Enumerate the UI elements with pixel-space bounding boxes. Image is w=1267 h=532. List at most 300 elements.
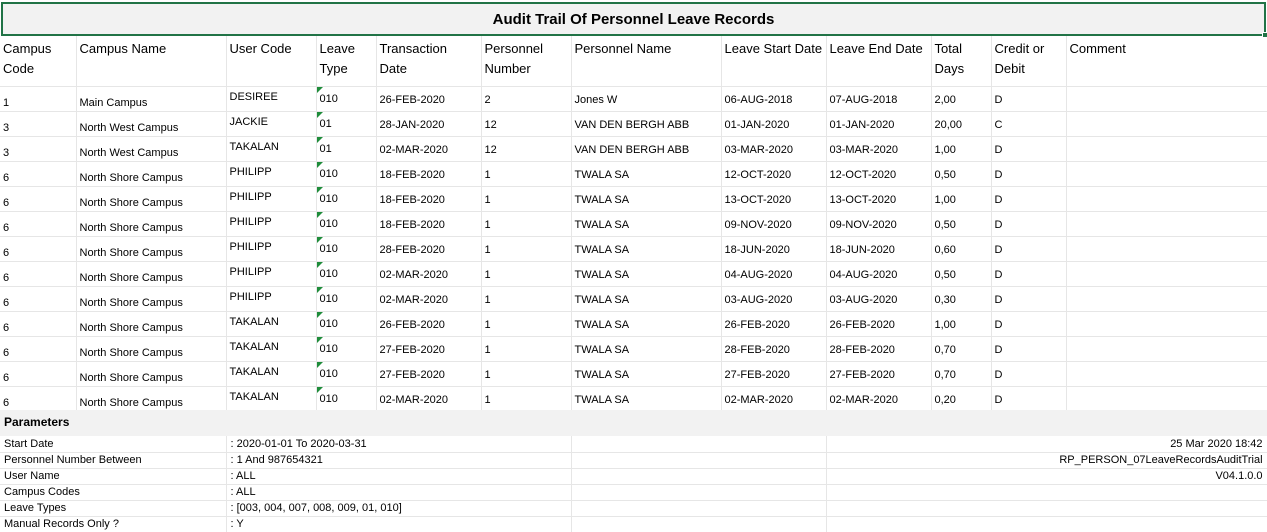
cell-text: TAKALAN bbox=[229, 315, 279, 328]
cell-text: North Shore Campus bbox=[79, 296, 183, 309]
cell-leave-type[interactable] bbox=[316, 136, 376, 161]
cell-campus-code[interactable] bbox=[0, 136, 76, 161]
cell-text: 0,30 bbox=[934, 293, 956, 306]
cell-personnel-number[interactable] bbox=[481, 336, 571, 361]
cell-comment[interactable] bbox=[1066, 111, 1267, 136]
cell-leave-start-date[interactable] bbox=[721, 161, 826, 186]
cell-user-code[interactable] bbox=[226, 286, 316, 311]
cell-leave-type[interactable] bbox=[316, 211, 376, 236]
cell-credit-or-debit[interactable] bbox=[991, 211, 1066, 236]
report-info[interactable]: 25 Mar 2020 18:42 bbox=[826, 436, 1267, 452]
cell-total-days[interactable] bbox=[931, 161, 991, 186]
cell-leave-type[interactable] bbox=[316, 386, 376, 411]
cell-leave-start-date[interactable] bbox=[721, 386, 826, 411]
cell-personnel-name[interactable] bbox=[571, 386, 721, 411]
cell-personnel-name[interactable] bbox=[571, 311, 721, 336]
cell-total-days[interactable] bbox=[931, 261, 991, 286]
error-indicator-icon[interactable] bbox=[317, 212, 323, 218]
cell-text: 27-FEB-2020 bbox=[829, 368, 895, 381]
cell-personnel-number[interactable] bbox=[481, 211, 571, 236]
cell-leave-end-date[interactable] bbox=[826, 336, 931, 361]
cell-total-days[interactable] bbox=[931, 211, 991, 236]
cell-personnel-name[interactable] bbox=[571, 336, 721, 361]
cell-leave-start-date[interactable] bbox=[721, 136, 826, 161]
header-credit-or-debit[interactable]: Credit or Debit bbox=[991, 36, 1066, 86]
cell-text: TWALA SA bbox=[574, 343, 630, 356]
cell-text: North Shore Campus bbox=[79, 271, 183, 284]
table-row bbox=[0, 136, 1267, 161]
table-row bbox=[0, 261, 1267, 286]
cell-text: 13-OCT-2020 bbox=[724, 193, 792, 206]
cell-leave-end-date[interactable] bbox=[826, 86, 931, 111]
cell-total-days[interactable] bbox=[931, 136, 991, 161]
cell-personnel-name[interactable] bbox=[571, 361, 721, 386]
cell-campus-code[interactable] bbox=[0, 111, 76, 136]
cell-text: 010 bbox=[319, 92, 338, 105]
cell-leave-end-date[interactable] bbox=[826, 136, 931, 161]
table-row bbox=[0, 336, 1267, 361]
cell-personnel-name[interactable] bbox=[571, 211, 721, 236]
empty-cell[interactable] bbox=[571, 468, 826, 484]
cell-leave-end-date[interactable] bbox=[826, 286, 931, 311]
cell-personnel-name[interactable] bbox=[571, 161, 721, 186]
cell-personnel-name[interactable] bbox=[571, 111, 721, 136]
cell-text: D bbox=[994, 268, 1003, 281]
cell-total-days[interactable] bbox=[931, 311, 991, 336]
cell-text: 1,00 bbox=[934, 143, 956, 156]
cell-text: JACKIE bbox=[229, 115, 269, 128]
cell-text: 02-MAR-2020 bbox=[379, 393, 448, 406]
cell-credit-or-debit[interactable] bbox=[991, 286, 1066, 311]
error-indicator-icon[interactable] bbox=[317, 112, 323, 118]
cell-personnel-name[interactable] bbox=[571, 186, 721, 211]
header-leave-start-date[interactable]: Leave Start Date bbox=[721, 36, 826, 86]
cell-text: 0,70 bbox=[934, 368, 956, 381]
cell-total-days[interactable] bbox=[931, 236, 991, 261]
cell-text: 3 bbox=[3, 146, 10, 159]
cell-campus-name[interactable] bbox=[76, 186, 226, 211]
cell-campus-name[interactable] bbox=[76, 361, 226, 386]
cell-personnel-name[interactable] bbox=[571, 236, 721, 261]
cell-text: North Shore Campus bbox=[79, 196, 183, 209]
error-indicator-icon[interactable] bbox=[317, 237, 323, 243]
cell-personnel-number[interactable] bbox=[481, 311, 571, 336]
cell-user-code[interactable] bbox=[226, 136, 316, 161]
table-row bbox=[0, 361, 1267, 386]
error-indicator-icon[interactable] bbox=[317, 312, 323, 318]
cell-personnel-name[interactable] bbox=[571, 136, 721, 161]
cell-leave-type[interactable] bbox=[316, 186, 376, 211]
cell-text: 02-MAR-2020 bbox=[724, 393, 793, 406]
cell-total-days[interactable] bbox=[931, 286, 991, 311]
cell-leave-end-date[interactable] bbox=[826, 211, 931, 236]
cell-user-code[interactable] bbox=[226, 311, 316, 336]
cell-text: 1 bbox=[484, 243, 491, 256]
cell-total-days[interactable] bbox=[931, 386, 991, 411]
cell-campus-code[interactable] bbox=[0, 386, 76, 411]
cell-leave-start-date[interactable] bbox=[721, 111, 826, 136]
parameter-row bbox=[0, 500, 1267, 516]
error-indicator-icon[interactable] bbox=[317, 287, 323, 293]
report-info[interactable] bbox=[826, 484, 1267, 500]
records-table bbox=[0, 36, 1267, 412]
cell-transaction-date[interactable] bbox=[376, 86, 481, 111]
parameter-value[interactable]: : [003, 004, 007, 008, 009, 01, 010] bbox=[226, 500, 571, 516]
cell-campus-code[interactable] bbox=[0, 236, 76, 261]
cell-credit-or-debit[interactable] bbox=[991, 386, 1066, 411]
cell-credit-or-debit[interactable] bbox=[991, 336, 1066, 361]
cell-text: 12 bbox=[484, 143, 497, 156]
cell-text: 28-JAN-2020 bbox=[379, 118, 445, 131]
cell-campus-code[interactable] bbox=[0, 261, 76, 286]
cell-leave-type[interactable] bbox=[316, 286, 376, 311]
cell-leave-end-date[interactable] bbox=[826, 236, 931, 261]
cell-credit-or-debit[interactable] bbox=[991, 111, 1066, 136]
cell-text: TWALA SA bbox=[574, 268, 630, 281]
cell-total-days[interactable] bbox=[931, 336, 991, 361]
cell-text: North West Campus bbox=[79, 146, 179, 159]
cell-personnel-name[interactable] bbox=[571, 86, 721, 111]
header-user-code[interactable]: User Code bbox=[226, 36, 316, 86]
parameters-section bbox=[0, 410, 1267, 532]
cell-leave-start-date[interactable] bbox=[721, 211, 826, 236]
cell-campus-code[interactable] bbox=[0, 211, 76, 236]
cell-text: D bbox=[994, 143, 1003, 156]
parameter-row bbox=[0, 436, 1267, 452]
error-indicator-icon[interactable] bbox=[317, 87, 323, 93]
header-leave-end-date[interactable]: Leave End Date bbox=[826, 36, 931, 86]
cell-text: D bbox=[994, 293, 1003, 306]
cell-text: 02-MAR-2020 bbox=[379, 293, 448, 306]
cell-campus-code[interactable] bbox=[0, 86, 76, 111]
cell-text: TAKALAN bbox=[229, 140, 279, 153]
cell-text: 01-JAN-2020 bbox=[829, 118, 895, 131]
cell-personnel-number[interactable] bbox=[481, 186, 571, 211]
table-row bbox=[0, 161, 1267, 186]
cell-user-code[interactable] bbox=[226, 236, 316, 261]
report-info[interactable] bbox=[826, 500, 1267, 516]
cell-leave-start-date[interactable] bbox=[721, 186, 826, 211]
cell-campus-name[interactable] bbox=[76, 236, 226, 261]
cell-total-days[interactable] bbox=[931, 186, 991, 211]
cell-text: 13-OCT-2020 bbox=[829, 193, 897, 206]
cell-user-code[interactable] bbox=[226, 86, 316, 111]
parameter-row bbox=[0, 516, 1267, 532]
parameter-label[interactable]: Manual Records Only ? bbox=[0, 516, 226, 532]
cell-credit-or-debit[interactable] bbox=[991, 161, 1066, 186]
cell-user-code[interactable] bbox=[226, 386, 316, 411]
cell-leave-type[interactable] bbox=[316, 161, 376, 186]
cell-personnel-number[interactable] bbox=[481, 261, 571, 286]
cell-text: 02-MAR-2020 bbox=[379, 268, 448, 281]
report-info[interactable] bbox=[826, 516, 1267, 532]
cell-personnel-number[interactable] bbox=[481, 111, 571, 136]
cell-personnel-number[interactable] bbox=[481, 236, 571, 261]
cell-transaction-date[interactable] bbox=[376, 361, 481, 386]
table-row bbox=[0, 111, 1267, 136]
error-indicator-icon[interactable] bbox=[317, 162, 323, 168]
cell-text: 010 bbox=[319, 317, 338, 330]
empty-cell[interactable] bbox=[571, 452, 826, 468]
cell-leave-type[interactable] bbox=[316, 261, 376, 286]
cell-campus-code[interactable] bbox=[0, 286, 76, 311]
cell-text: 03-AUG-2020 bbox=[724, 293, 793, 306]
cell-credit-or-debit[interactable] bbox=[991, 311, 1066, 336]
cell-total-days[interactable] bbox=[931, 111, 991, 136]
cell-personnel-number[interactable] bbox=[481, 286, 571, 311]
cell-comment[interactable] bbox=[1066, 161, 1267, 186]
cell-text: 1 bbox=[484, 218, 491, 231]
table-row bbox=[0, 211, 1267, 236]
cell-transaction-date[interactable] bbox=[376, 136, 481, 161]
cell-text: 0,70 bbox=[934, 343, 956, 356]
cell-user-code[interactable] bbox=[226, 211, 316, 236]
cell-text: D bbox=[994, 218, 1003, 231]
header-personnel-name[interactable]: Personnel Name bbox=[571, 36, 721, 86]
cell-comment[interactable] bbox=[1066, 336, 1267, 361]
cell-campus-name[interactable] bbox=[76, 161, 226, 186]
parameter-row bbox=[0, 468, 1267, 484]
cell-text: TWALA SA bbox=[574, 293, 630, 306]
parameter-label[interactable]: User Name bbox=[0, 468, 226, 484]
cell-campus-name[interactable] bbox=[76, 311, 226, 336]
cell-credit-or-debit[interactable] bbox=[991, 361, 1066, 386]
cell-campus-name[interactable] bbox=[76, 136, 226, 161]
parameter-label[interactable]: Leave Types bbox=[0, 500, 226, 516]
cell-text: 1 bbox=[484, 343, 491, 356]
cell-leave-start-date[interactable] bbox=[721, 361, 826, 386]
header-campus-name[interactable]: Campus Name bbox=[76, 36, 226, 86]
cell-campus-code[interactable] bbox=[0, 336, 76, 361]
cell-leave-type[interactable] bbox=[316, 361, 376, 386]
cell-leave-end-date[interactable] bbox=[826, 161, 931, 186]
cell-transaction-date[interactable] bbox=[376, 311, 481, 336]
cell-leave-type[interactable] bbox=[316, 111, 376, 136]
error-indicator-icon[interactable] bbox=[317, 387, 323, 393]
cell-text: North Shore Campus bbox=[79, 171, 183, 184]
header-row bbox=[0, 36, 1267, 86]
cell-text: 03-MAR-2020 bbox=[724, 143, 793, 156]
cell-leave-start-date[interactable] bbox=[721, 311, 826, 336]
cell-text: 26-FEB-2020 bbox=[829, 318, 895, 331]
cell-text: TWALA SA bbox=[574, 193, 630, 206]
cell-text: TWALA SA bbox=[574, 218, 630, 231]
cell-text: 0,50 bbox=[934, 268, 956, 281]
cell-credit-or-debit[interactable] bbox=[991, 86, 1066, 111]
empty-cell[interactable] bbox=[571, 516, 826, 532]
cell-leave-start-date[interactable] bbox=[721, 286, 826, 311]
cell-text: D bbox=[994, 243, 1003, 256]
cell-comment[interactable] bbox=[1066, 211, 1267, 236]
cell-leave-end-date[interactable] bbox=[826, 361, 931, 386]
header-transaction-date[interactable]: Transaction Date bbox=[376, 36, 481, 86]
cell-leave-start-date[interactable] bbox=[721, 86, 826, 111]
header-total-days[interactable]: Total Days bbox=[931, 36, 991, 86]
table-row bbox=[0, 286, 1267, 311]
cell-personnel-number[interactable] bbox=[481, 161, 571, 186]
cell-leave-end-date[interactable] bbox=[826, 261, 931, 286]
cell-personnel-name[interactable] bbox=[571, 261, 721, 286]
parameter-value[interactable]: : ALL bbox=[226, 468, 571, 484]
cell-comment[interactable] bbox=[1066, 261, 1267, 286]
table-row bbox=[0, 186, 1267, 211]
cell-text: VAN DEN BERGH ABB bbox=[574, 143, 690, 156]
cell-text: 0,20 bbox=[934, 393, 956, 406]
cell-credit-or-debit[interactable] bbox=[991, 186, 1066, 211]
empty-cell[interactable] bbox=[571, 436, 826, 452]
cell-credit-or-debit[interactable] bbox=[991, 261, 1066, 286]
error-indicator-icon[interactable] bbox=[317, 137, 323, 143]
cell-text: 0,50 bbox=[934, 168, 956, 181]
cell-text: 28-FEB-2020 bbox=[724, 343, 790, 356]
cell-personnel-number[interactable] bbox=[481, 361, 571, 386]
cell-user-code[interactable] bbox=[226, 261, 316, 286]
parameters-heading[interactable]: Parameters bbox=[0, 410, 1267, 436]
parameter-label[interactable]: Start Date bbox=[0, 436, 226, 452]
cell-text: 3 bbox=[3, 121, 10, 134]
cell-leave-type[interactable] bbox=[316, 311, 376, 336]
cell-user-code[interactable] bbox=[226, 336, 316, 361]
cell-transaction-date[interactable] bbox=[376, 236, 481, 261]
cell-text: 1,00 bbox=[934, 318, 956, 331]
cell-leave-type[interactable] bbox=[316, 236, 376, 261]
cell-text: PHILIPP bbox=[229, 265, 272, 278]
cell-campus-name[interactable] bbox=[76, 386, 226, 411]
cell-leave-end-date[interactable] bbox=[826, 111, 931, 136]
cell-user-code[interactable] bbox=[226, 111, 316, 136]
empty-cell[interactable] bbox=[571, 500, 826, 516]
cell-text: 27-FEB-2020 bbox=[724, 368, 790, 381]
table-row bbox=[0, 311, 1267, 336]
cell-text: TAKALAN bbox=[229, 365, 279, 378]
parameter-value[interactable]: : 1 And 987654321 bbox=[226, 452, 571, 468]
cell-text: 12-OCT-2020 bbox=[829, 168, 897, 181]
cell-transaction-date[interactable] bbox=[376, 211, 481, 236]
cell-text: North Shore Campus bbox=[79, 371, 183, 384]
cell-transaction-date[interactable] bbox=[376, 161, 481, 186]
cell-leave-end-date[interactable] bbox=[826, 186, 931, 211]
cell-text: 6 bbox=[3, 271, 10, 284]
cell-text: TWALA SA bbox=[574, 368, 630, 381]
cell-text: 03-AUG-2020 bbox=[829, 293, 898, 306]
cell-leave-type[interactable] bbox=[316, 336, 376, 361]
cell-campus-code[interactable] bbox=[0, 311, 76, 336]
cell-text: 28-FEB-2020 bbox=[379, 243, 445, 256]
header-leave-type[interactable]: Leave Type bbox=[316, 36, 376, 86]
cell-text: 010 bbox=[319, 267, 338, 280]
table-row bbox=[0, 236, 1267, 261]
cell-transaction-date[interactable] bbox=[376, 386, 481, 411]
cell-comment[interactable] bbox=[1066, 361, 1267, 386]
cell-transaction-date[interactable] bbox=[376, 286, 481, 311]
cell-campus-code[interactable] bbox=[0, 361, 76, 386]
parameter-value[interactable]: : Y bbox=[226, 516, 571, 532]
cell-text: 01 bbox=[319, 117, 332, 130]
cell-leave-end-date[interactable] bbox=[826, 386, 931, 411]
parameter-value[interactable]: : ALL bbox=[226, 484, 571, 500]
cell-comment[interactable] bbox=[1066, 86, 1267, 111]
cell-text: 6 bbox=[3, 221, 10, 234]
cell-text: 6 bbox=[3, 296, 10, 309]
cell-comment[interactable] bbox=[1066, 136, 1267, 161]
cell-user-code[interactable] bbox=[226, 161, 316, 186]
cell-comment[interactable] bbox=[1066, 386, 1267, 411]
cell-text: 01-JAN-2020 bbox=[724, 118, 790, 131]
cell-text: TWALA SA bbox=[574, 318, 630, 331]
parameter-label[interactable]: Campus Codes bbox=[0, 484, 226, 500]
cell-campus-name[interactable] bbox=[76, 211, 226, 236]
cell-text: PHILIPP bbox=[229, 190, 272, 203]
cell-text: 18-FEB-2020 bbox=[379, 218, 445, 231]
cell-comment[interactable] bbox=[1066, 236, 1267, 261]
cell-text: 6 bbox=[3, 396, 10, 409]
cell-transaction-date[interactable] bbox=[376, 261, 481, 286]
cell-personnel-number[interactable] bbox=[481, 136, 571, 161]
parameter-label[interactable]: Personnel Number Between bbox=[0, 452, 226, 468]
cell-total-days[interactable] bbox=[931, 86, 991, 111]
cell-campus-code[interactable] bbox=[0, 161, 76, 186]
empty-cell[interactable] bbox=[571, 484, 826, 500]
cell-user-code[interactable] bbox=[226, 361, 316, 386]
header-personnel-number[interactable]: Personnel Number bbox=[481, 36, 571, 86]
cell-comment[interactable] bbox=[1066, 186, 1267, 211]
report-title-cell[interactable] bbox=[1, 2, 1266, 36]
cell-campus-code[interactable] bbox=[0, 186, 76, 211]
cell-campus-name[interactable] bbox=[76, 261, 226, 286]
cell-campus-name[interactable] bbox=[76, 336, 226, 361]
error-indicator-icon[interactable] bbox=[317, 187, 323, 193]
cell-campus-name[interactable] bbox=[76, 86, 226, 111]
cell-text: 010 bbox=[319, 392, 338, 405]
cell-personnel-name[interactable] bbox=[571, 286, 721, 311]
cell-campus-name[interactable] bbox=[76, 286, 226, 311]
cell-credit-or-debit[interactable] bbox=[991, 236, 1066, 261]
cell-total-days[interactable] bbox=[931, 361, 991, 386]
parameter-value[interactable]: : 2020-01-01 To 2020-03-31 bbox=[226, 436, 571, 452]
cell-text: 010 bbox=[319, 292, 338, 305]
cell-transaction-date[interactable] bbox=[376, 111, 481, 136]
cell-personnel-number[interactable] bbox=[481, 386, 571, 411]
cell-leave-start-date[interactable] bbox=[721, 236, 826, 261]
cell-personnel-number[interactable] bbox=[481, 86, 571, 111]
header-campus-code[interactable]: Campus Code bbox=[0, 36, 76, 86]
cell-user-code[interactable] bbox=[226, 186, 316, 211]
cell-leave-end-date[interactable] bbox=[826, 311, 931, 336]
error-indicator-icon[interactable] bbox=[317, 362, 323, 368]
cell-transaction-date[interactable] bbox=[376, 186, 481, 211]
cell-leave-start-date[interactable] bbox=[721, 261, 826, 286]
report-title: Audit Trail Of Personnel Leave Records bbox=[492, 10, 775, 28]
cell-text: PHILIPP bbox=[229, 165, 272, 178]
error-indicator-icon[interactable] bbox=[317, 262, 323, 268]
error-indicator-icon[interactable] bbox=[317, 337, 323, 343]
report-info[interactable]: V04.1.0.0 bbox=[826, 468, 1267, 484]
cell-comment[interactable] bbox=[1066, 286, 1267, 311]
parameter-row bbox=[0, 452, 1267, 468]
cell-leave-type[interactable] bbox=[316, 86, 376, 111]
cell-transaction-date[interactable] bbox=[376, 336, 481, 361]
header-comment[interactable]: Comment bbox=[1066, 36, 1267, 86]
cell-credit-or-debit[interactable] bbox=[991, 136, 1066, 161]
cell-text: PHILIPP bbox=[229, 215, 272, 228]
cell-campus-name[interactable] bbox=[76, 111, 226, 136]
cell-text: D bbox=[994, 193, 1003, 206]
report-info[interactable]: RP_PERSON_07LeaveRecordsAuditTrial bbox=[826, 452, 1267, 468]
cell-text: 6 bbox=[3, 171, 10, 184]
cell-leave-start-date[interactable] bbox=[721, 336, 826, 361]
cell-text: 06-AUG-2018 bbox=[724, 93, 793, 106]
cell-comment[interactable] bbox=[1066, 311, 1267, 336]
